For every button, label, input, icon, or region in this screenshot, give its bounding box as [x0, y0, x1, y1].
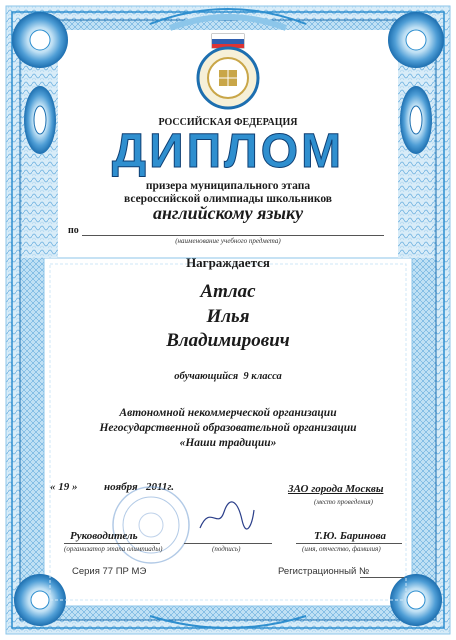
signature-scribble [196, 500, 256, 534]
subject-underline [82, 235, 384, 236]
registration-underline [360, 577, 404, 578]
diploma-title: ДИПЛОМ [111, 125, 345, 178]
signatory-name: Т.Ю. Баринова [314, 530, 386, 542]
award-label: Награждается [186, 255, 270, 270]
school-line-3: «Наши традиции» [179, 437, 277, 449]
subject-value: английскому языку [152, 203, 304, 223]
official-stamp [110, 484, 192, 566]
recipient-name: Илья [206, 306, 250, 327]
signatory-role: Руководитель [70, 530, 138, 542]
subject-prefix: по [68, 225, 79, 236]
recipient-patronymic: Владимирович [166, 330, 290, 351]
date-month: ноября [104, 481, 138, 493]
date-day: « 19 » [50, 481, 78, 493]
place-caption: (место проведения) [314, 498, 373, 506]
subtitle-line-1: призера муниципального этапа [145, 180, 311, 192]
student-grade: обучающийся 9 класса [174, 371, 282, 382]
emblem [192, 30, 264, 114]
olympiad-emblem-icon [192, 30, 264, 114]
school-line-1: Автономной некоммерческой организации [119, 407, 337, 419]
school-line-2: Негосударственной образовательной организации [99, 422, 357, 434]
place-value: ЗАО города Москвы [288, 483, 384, 495]
subject-caption: (наименование учебного предмета) [175, 237, 281, 245]
signatory-role-underline [64, 543, 160, 544]
registration-label: Регистрационный № [278, 566, 370, 577]
subtitle-line-2: всероссийской олимпиады школьников [123, 193, 333, 205]
series-number: Серия 77 ПР МЭ [72, 566, 147, 577]
signatory-name-caption: (имя, отчество, фамилия) [302, 545, 381, 553]
signatory-role-caption: (организатор этапа олимпиады) [64, 545, 163, 553]
signature-caption: (подпись) [212, 545, 241, 553]
date-year: 2011г. [146, 481, 175, 493]
recipient-surname: Атлас [200, 281, 256, 302]
signatory-name-underline [296, 543, 402, 544]
signature-underline [184, 543, 272, 544]
country-name: РОССИЙСКАЯ ФЕДЕРАЦИЯ [158, 117, 298, 128]
